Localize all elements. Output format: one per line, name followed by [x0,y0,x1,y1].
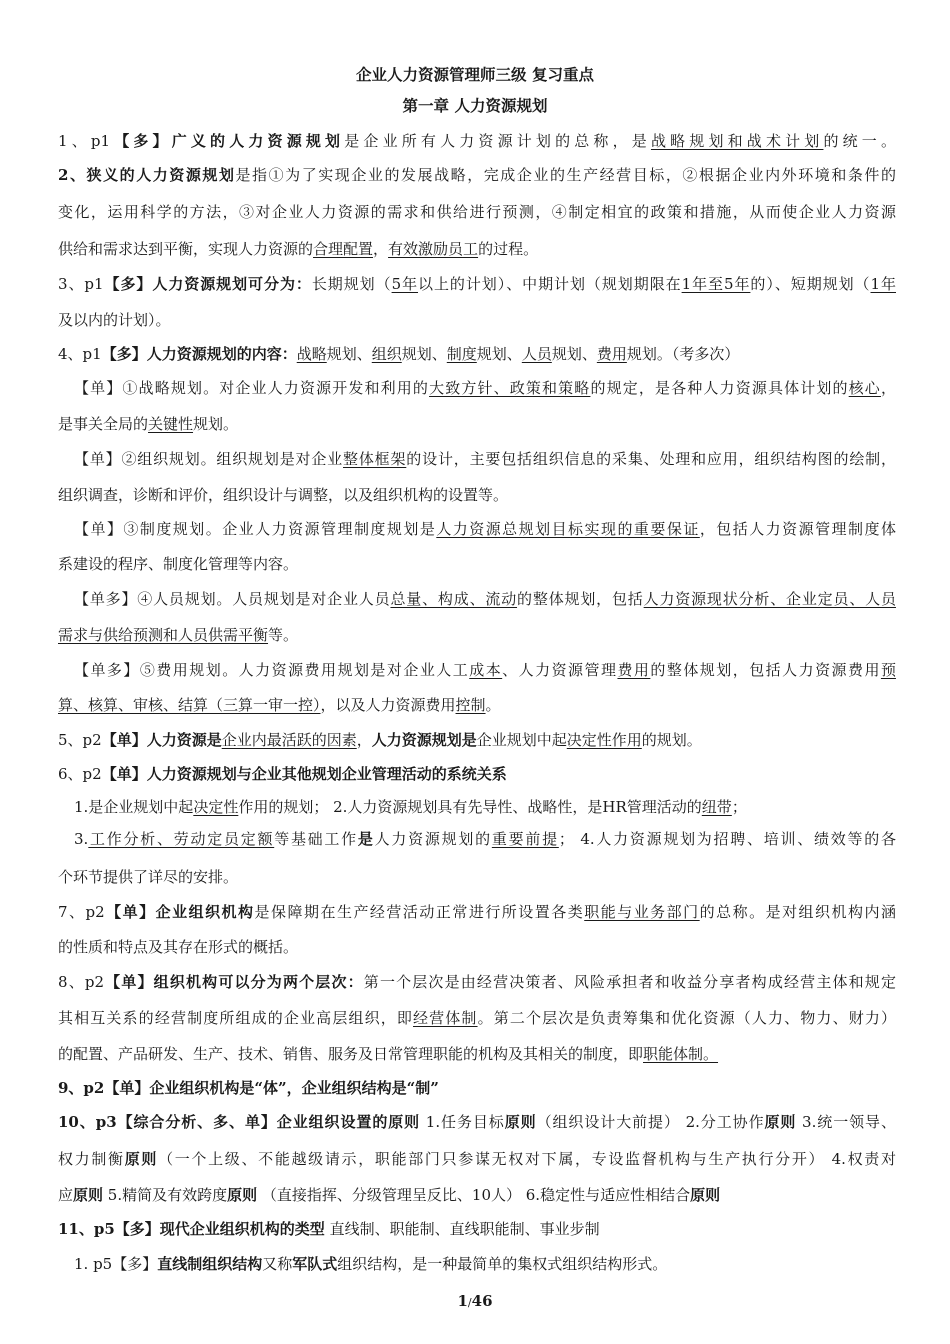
bold-term: 10、p3【综合分析、多、单】企业组织设置的原则 [58,1113,421,1131]
underlined-keyword: 需求与供给预测和人员供需平衡 [58,626,269,644]
text-line [58,1184,896,1206]
text-segment: 规划。（考多次） [626,345,740,363]
text-line [58,1077,896,1099]
underlined-keyword: 总量、构成、流动 [390,590,518,608]
bold-term: 【单】组织机构可以分为两个层次： [104,973,364,991]
bold-term: 原则 [73,1186,104,1204]
text-segment: 系建设的程序、制度化管理等内容。 [58,555,299,573]
bold-term: 9、p2【单】企业组织机构是“体”，企业组织结构是“制” [58,1079,439,1097]
underlined-keyword: 战略规划和战术计划 [650,132,824,150]
bold-term: 11、p5【多】现代企业组织机构的类型 [58,1220,325,1238]
text-segment: 以上的计划）、中期计划（规划期限在 [418,275,682,293]
text-line [74,1253,896,1275]
bold-term: 是 [357,830,375,848]
text-line [74,796,896,818]
bold-term: 【单】人力资源是 [101,731,222,749]
underlined-keyword: 制度 [446,345,477,363]
underlined-keyword: 人员 [521,345,552,363]
bold-term: 原则 [504,1113,537,1131]
text-segment: 是企业所有人力资源计划的总称，是 [344,132,651,150]
underlined-keyword: 组织 [371,345,402,363]
bold-term: 【多】人力资源规划可分为： [103,275,312,293]
text-line [58,238,896,260]
text-line [58,484,896,506]
bold-term: 【多】广义的人力资源规划 [110,132,345,150]
chapter-title: 第一章 人力资源规划 [402,96,548,115]
text-segment: 人力资源规划的 [374,830,492,848]
underlined-keyword: 控制 [455,696,486,714]
text-segment: 规划、 [551,345,597,363]
underlined-keyword: 工作分析、劳动定员定额 [88,830,275,848]
text-segment: ； 4.人力资源规划为招聘、培训、绩效等的各 [558,830,896,848]
text-segment: （一个上级、不能越级请示，职能部门只参谋无权对下属，专设监督机构与生产执行分开） 4.权责对 [158,1150,896,1168]
text-segment: 个环节提供了详尽的安排。 [58,868,239,886]
text-segment: 的整体规划，包括人力资源费用 [650,661,881,679]
text-segment: 的设计，主要包括组织信息的采集、处理和应用，组织结构图的绘制， [406,450,896,468]
text-segment: 变化，运用科学的方法，③对企业人力资源的需求和供给进行预测，④制定相宜的政策和措施，从而使企业人力资源 [58,203,896,221]
underlined-keyword: 决定性作用 [566,731,642,749]
text-line [74,448,896,470]
bold-term: 【多】人力资源规划的内容： [101,345,297,363]
text-segment: ，以及人力资源费用 [320,696,456,714]
text-segment: 是指①为了实现企业的发展战略，完成企业的生产经营目标，②根据企业内外环境和条件的 [235,166,896,184]
text-segment: 权力制衡 [58,1150,125,1168]
text-segment: 1. p5【多】 [74,1255,158,1273]
text-segment: 的统一。 [823,132,896,150]
text-segment: 规划。 [193,415,239,433]
underlined-keyword: 整体框架 [343,450,407,468]
bold-term: 军队式 [292,1255,338,1273]
text-segment: 的过程。 [478,240,539,258]
text-segment: 【单多】④人员规划。人员规划是对企业人员 [74,590,391,608]
text-segment: 供给和需求达到平衡，实现人力资源的 [58,240,314,258]
text-line [58,553,896,575]
bold-term: 原则 [764,1113,797,1131]
underlined-keyword: 重要前提 [491,830,559,848]
text-line [58,164,896,186]
text-segment: 【单多】⑤费用规划。人力资源费用规划是对企业人工 [74,661,470,679]
underlined-keyword: 大致方针、政策和策略 [429,379,591,397]
text-segment: 6、p2 [58,765,102,783]
page-current: 1 [457,1292,468,1310]
text-segment: 的）、短期规划（ [750,275,871,293]
text-segment: 、人力资源管理 [502,661,618,679]
text-line [58,624,896,646]
text-line [58,694,896,716]
text-segment: 规划、 [401,345,447,363]
underlined-keyword: 关键性 [148,415,194,433]
underlined-keyword: 决定性 [193,798,239,816]
text-segment: ， [356,731,372,749]
text-segment: 3. [74,830,89,848]
text-line [58,1218,896,1240]
underlined-keyword: 纽带 [701,798,732,816]
bold-term: 直线制组织结构 [157,1255,263,1273]
text-segment: 。 [485,696,501,714]
text-line [58,729,896,751]
underlined-keyword: 费用 [617,661,651,679]
text-segment: 7、p2 [58,903,105,921]
text-segment: 的配置、产品研发、生产、技术、销售、服务及日常管理职能的机构及其相关的制度，即 [58,1045,644,1063]
text-segment: ； [731,798,747,816]
text-segment: 应 [58,1186,74,1204]
text-segment: 的规划。 [641,731,702,749]
page-total: 46 [471,1292,493,1310]
text-segment: 。第二个层次是负责筹集和优化资源（人力、物力、财力） [477,1009,896,1027]
underlined-keyword: 职能体制。 [643,1045,719,1063]
underlined-keyword: 合理配置 [313,240,374,258]
text-segment: ， [373,240,389,258]
text-segment: 等。 [268,626,299,644]
text-segment: 又称 [262,1255,293,1273]
text-segment: 企业规划中起 [476,731,567,749]
bold-term: 【单】人力资源规划与企业其他规划企业管理活动的系统关系 [101,765,507,783]
text-line [74,659,896,681]
text-segment: 1、p1 [58,132,111,150]
text-segment: 的整体规划，包括 [517,590,644,608]
page-separator: / [467,1296,472,1309]
text-line [58,1043,896,1065]
text-segment: 规划、 [476,345,522,363]
text-line [58,901,896,923]
text-segment: 其相互关系的经营制度所组成的企业高层组织，即 [58,1009,414,1027]
text-line [58,273,896,295]
text-line [58,971,896,993]
text-segment: （直接指挥、分级管理呈反比、10人） 6.稳定性与适应性相结合 [257,1186,691,1204]
text-segment: 4、p1 [58,345,102,363]
text-segment: 【单】①战略规划。对企业人力资源开发和利用的 [74,379,430,397]
underlined-keyword: 1年 [870,275,896,293]
underlined-keyword: 核心 [848,379,881,397]
text-line [58,866,896,888]
text-segment: 1.任务目标 [420,1113,505,1131]
text-segment: （组织设计大前提） 2.分工协作 [536,1113,765,1131]
text-segment: 是事关全局的 [58,415,149,433]
text-line [58,763,896,785]
text-segment: 组织结构，是一种最简单的集权式组织结构形式。 [337,1255,668,1273]
bold-term: 原则 [124,1150,159,1168]
text-line [58,413,896,435]
text-segment: 的性质和特点及其存在形式的概括。 [58,938,299,956]
text-line [74,828,896,850]
underlined-keyword: 算、核算、审核、结算（三算一审一控） [58,696,321,714]
text-segment: 组织调查，诊断和评价，组织设计与调整，以及组织机构的设置等。 [58,486,509,504]
text-line [58,309,896,331]
underlined-keyword: 战略 [296,345,327,363]
text-segment: 规划、 [326,345,372,363]
text-segment: 8、p2 [58,973,105,991]
underlined-keyword: 成本 [469,661,503,679]
underlined-keyword: 有效激励员工 [388,240,479,258]
bold-term: 【单】企业组织机构 [104,903,255,921]
underlined-keyword: 企业内最活跃的因素 [221,731,357,749]
text-segment: 1.是企业规划中起 [74,798,194,816]
underlined-keyword: 人力资源总规划目标实现的重要保证 [436,520,700,538]
underlined-keyword: 5年 [391,275,419,293]
underlined-keyword: 费用 [596,345,627,363]
text-line [58,201,896,223]
text-segment: 长期规划（ [311,275,392,293]
underlined-keyword: 预 [880,661,896,679]
text-segment: 的总称。是对组织机构内涵 [699,903,896,921]
bold-term: 人力资源规划是 [371,731,477,749]
text-line [58,130,896,152]
text-segment: 等基础工作 [274,830,358,848]
text-segment: 是保障期在生产经营活动正常进行所设置各类 [254,903,585,921]
text-line [58,936,896,958]
text-segment: 的规定，是各种人力资源具体计划的 [590,379,849,397]
text-line [58,1007,896,1029]
text-line [74,588,896,610]
text-line [74,518,896,540]
document-title: 企业人力资源管理师三级 复习重点 [356,65,594,84]
text-segment: 及以内的计划）。 [58,311,171,329]
bold-term: 原则 [227,1186,258,1204]
text-line [74,377,896,399]
text-line [58,1111,896,1133]
text-segment: 【单】③制度规划。企业人力资源管理制度规划是 [74,520,437,538]
text-segment: ， [880,379,896,397]
text-segment: 直线制、职能制、直线职能制、事业步制 [324,1220,600,1238]
text-segment: 5.精简及有效跨度 [103,1186,228,1204]
text-segment: ，包括人力资源管理制度体 [699,520,896,538]
text-segment: 第一个层次是由经营决策者、风险承担者和收益分享者构成经营主体和规定 [363,973,896,991]
underlined-keyword: 人力资源现状分析、企业定员、人员 [643,590,896,608]
text-line [58,1148,896,1170]
text-segment: 【单】②组织规划。组织规划是对企业 [74,450,343,468]
bold-term: 原则 [690,1186,721,1204]
bold-term: 2、狭义的人力资源规划 [58,166,236,184]
text-segment: 5、p2 [58,731,102,749]
underlined-keyword: 职能与业务部门 [584,903,700,921]
underlined-keyword: 1年至5年 [681,275,751,293]
underlined-keyword: 经营体制 [413,1009,478,1027]
text-segment: 3.统一领导、 [796,1113,896,1131]
text-segment: 3、p1 [58,275,104,293]
text-segment: 作用的规划； 2.人力资源规划具有先导性、战略性，是HR管理活动的 [238,798,702,816]
text-line [58,343,896,365]
page-number [0,1292,950,1310]
